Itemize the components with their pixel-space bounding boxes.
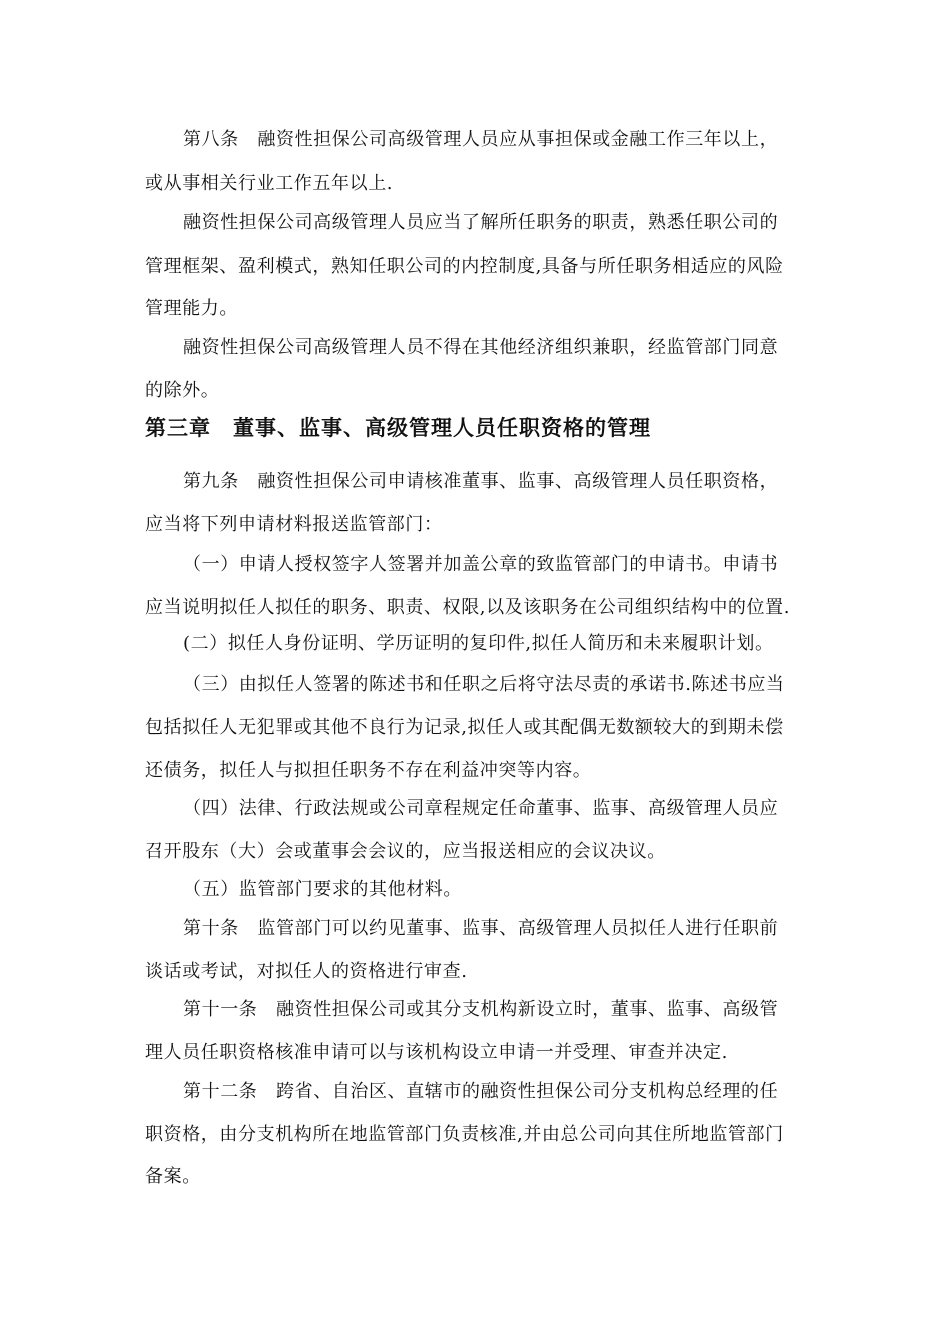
item-4-line-1: （四）法律、行政法规或公司章程规定任命董事、监事、高级管理人员应	[183, 798, 779, 819]
item-1-line-1: （一）申请人授权签字人签署并加盖公章的致监管部门的申请书。申请书	[183, 554, 779, 575]
article-10-line-2: 谈话或考试，对拟任人的资格进行审查.	[145, 961, 468, 982]
article-12-line-3: 备案。	[145, 1166, 201, 1187]
item-3-line-1: （三）由拟任人签署的陈述书和任职之后将守法尽责的承诺书.陈述书应当	[183, 674, 785, 695]
item-5-line-1: （五）监管部门要求的其他材料。	[183, 879, 462, 900]
article-8-line-1: 第八条 融资性担保公司高级管理人员应从事担保或金融工作三年以上，	[183, 129, 779, 150]
article-8-para-2-line-1: 融资性担保公司高级管理人员应当了解所任职务的职责，熟悉任职公司的	[183, 212, 779, 233]
article-12-line-1: 第十二条 跨省、自治区、直辖市的融资性担保公司分支机构总经理的任	[183, 1081, 779, 1102]
article-8-para-3-line-2: 的除外。	[145, 380, 220, 401]
article-11-line-2: 理人员任职资格核准申请可以与该机构设立申请一并受理、审查并决定.	[145, 1042, 728, 1063]
article-12-line-2: 职资格，由分支机构所在地监管部门负责核准,并由总公司向其住所地监管部门	[145, 1124, 784, 1145]
item-3-line-2: 包括拟任人无犯罪或其他不良行为记录,拟任人或其配偶无数额较大的到期未偿	[145, 717, 784, 738]
chapter-3-heading: 第三章 董事、监事、高级管理人员任职资格的管理	[145, 416, 651, 440]
article-8-line-2: 或从事相关行业工作五年以上.	[145, 173, 394, 194]
article-8-para-2-line-3: 管理能力。	[145, 298, 238, 319]
article-9-line-2: 应当将下列申请材料报送监管部门：	[145, 514, 443, 535]
item-4-line-2: 召开股东（大）会或董事会会议的，应当报送相应的会议决议。	[145, 841, 666, 862]
item-2-line-1: (二）拟任人身份证明、学历证明的复印件,拟任人简历和未来履职计划。	[183, 633, 774, 654]
article-10-line-1: 第十条 监管部门可以约见董事、监事、高级管理人员拟任人进行任职前	[183, 918, 779, 939]
article-11-line-1: 第十一条 融资性担保公司或其分支机构新设立时，董事、监事、高级管	[183, 999, 779, 1020]
item-3-line-3: 还债务，拟任人与拟担任职务不存在利益冲突等内容。	[145, 760, 592, 781]
item-1-line-2: 应当说明拟任人拟任的职务、职责、权限,以及该职务在公司组织结构中的位置.	[145, 597, 791, 618]
article-8-para-3-line-1: 融资性担保公司高级管理人员不得在其他经济组织兼职，经监管部门同意	[183, 337, 779, 358]
article-8-para-2-line-2: 管理框架、盈利模式，熟知任职公司的内控制度,具备与所任职务相适应的风险	[145, 256, 784, 277]
article-9-line-1: 第九条 融资性担保公司申请核准董事、监事、高级管理人员任职资格，	[183, 471, 779, 492]
